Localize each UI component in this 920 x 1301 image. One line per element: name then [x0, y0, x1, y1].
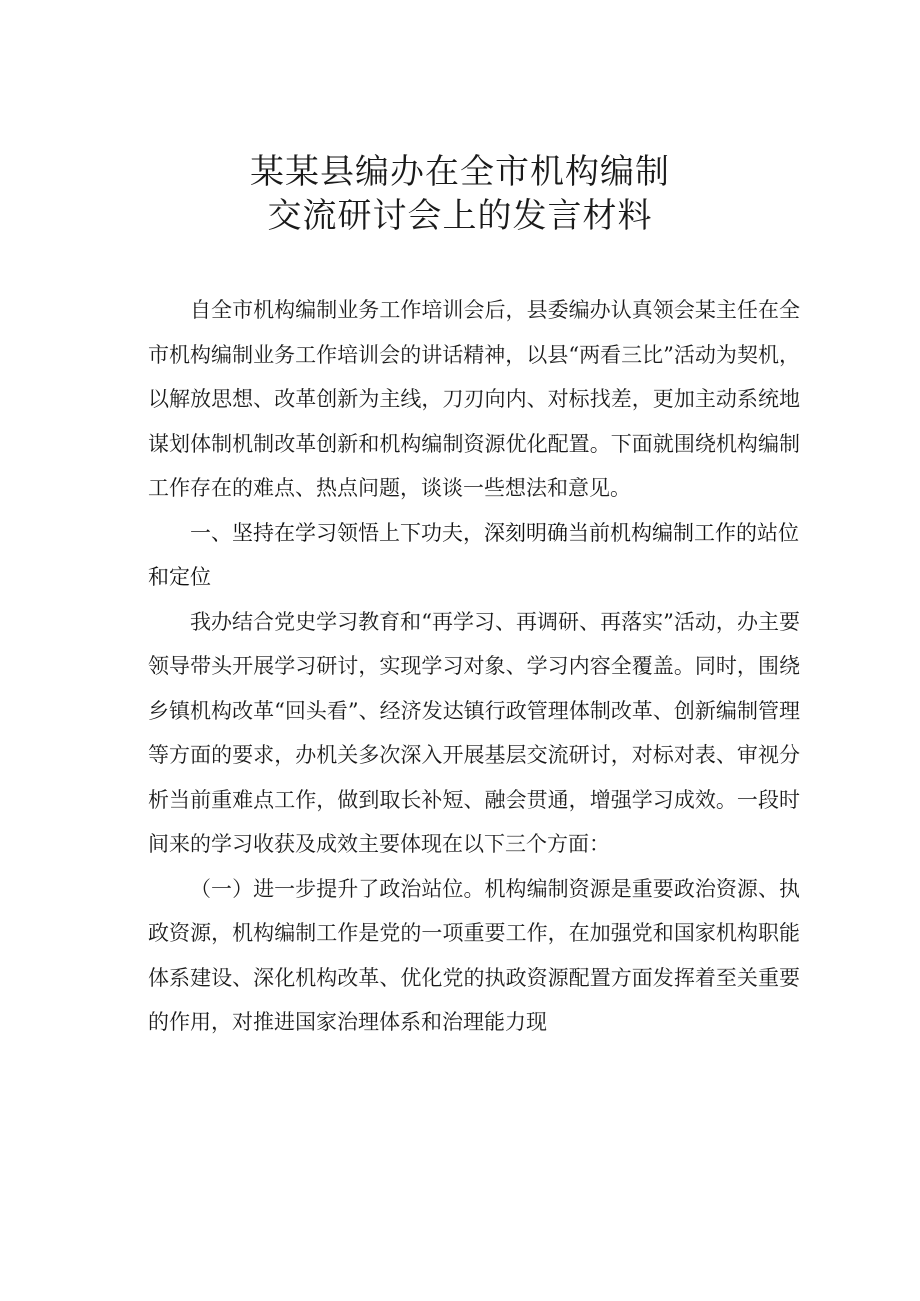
document-body	[148, 288, 800, 1045]
title-line-1: 某某县编办在全市机构编制	[250, 152, 670, 192]
body-paragraph-2: 我办结合党史学习教育和“再学习、再调研、再落实”活动，办主要领导带头开展学习研讨，实现学习对象、学习内容全覆盖。同时，围绕乡镇机构改革“回头看”、经济发达镇行政管理体制改革、创新编制管理等方面的要求，办机关多次深入开展基层交流研讨，对标对表、审视分析当前重难点工作，做到取长补短、融会贯通，增强学习成效。一段时间来的学习收获及成效主要体现在以下三个方面：	[148, 609, 800, 856]
title-line-2: 交流研讨会上的发言材料	[267, 196, 653, 236]
intro-paragraph: 自全市机构编制业务工作培训会后，县委编办认真领会某主任在全市机构编制业务工作培训会的讲话精神，以县“两看三比”活动为契机，以解放思想、改革创新为主线，刀刃向内、对标找差，更加主动系统地谋划体制机制改革创新和机构编制资源优化配置。下面就围绕机构编制工作存在的难点、热点问题，谈谈一些想法和意见。	[148, 298, 800, 500]
body-paragraph-3: （一）进一步提升了政治站位。机构编制资源是重要政治资源、执政资源，机构编制工作是党的一项重要工作，在加强党和国家机构职能体系建设、深化机构改革、优化党的执政资源配置方面发挥着至关重要的作用，对推进国家治理体系和治理能力现	[148, 876, 800, 1034]
section-heading-1: 一、坚持在学习领悟上下功夫，深刻明确当前机构编制工作的站位和定位	[148, 520, 799, 589]
document-title	[0, 150, 920, 238]
